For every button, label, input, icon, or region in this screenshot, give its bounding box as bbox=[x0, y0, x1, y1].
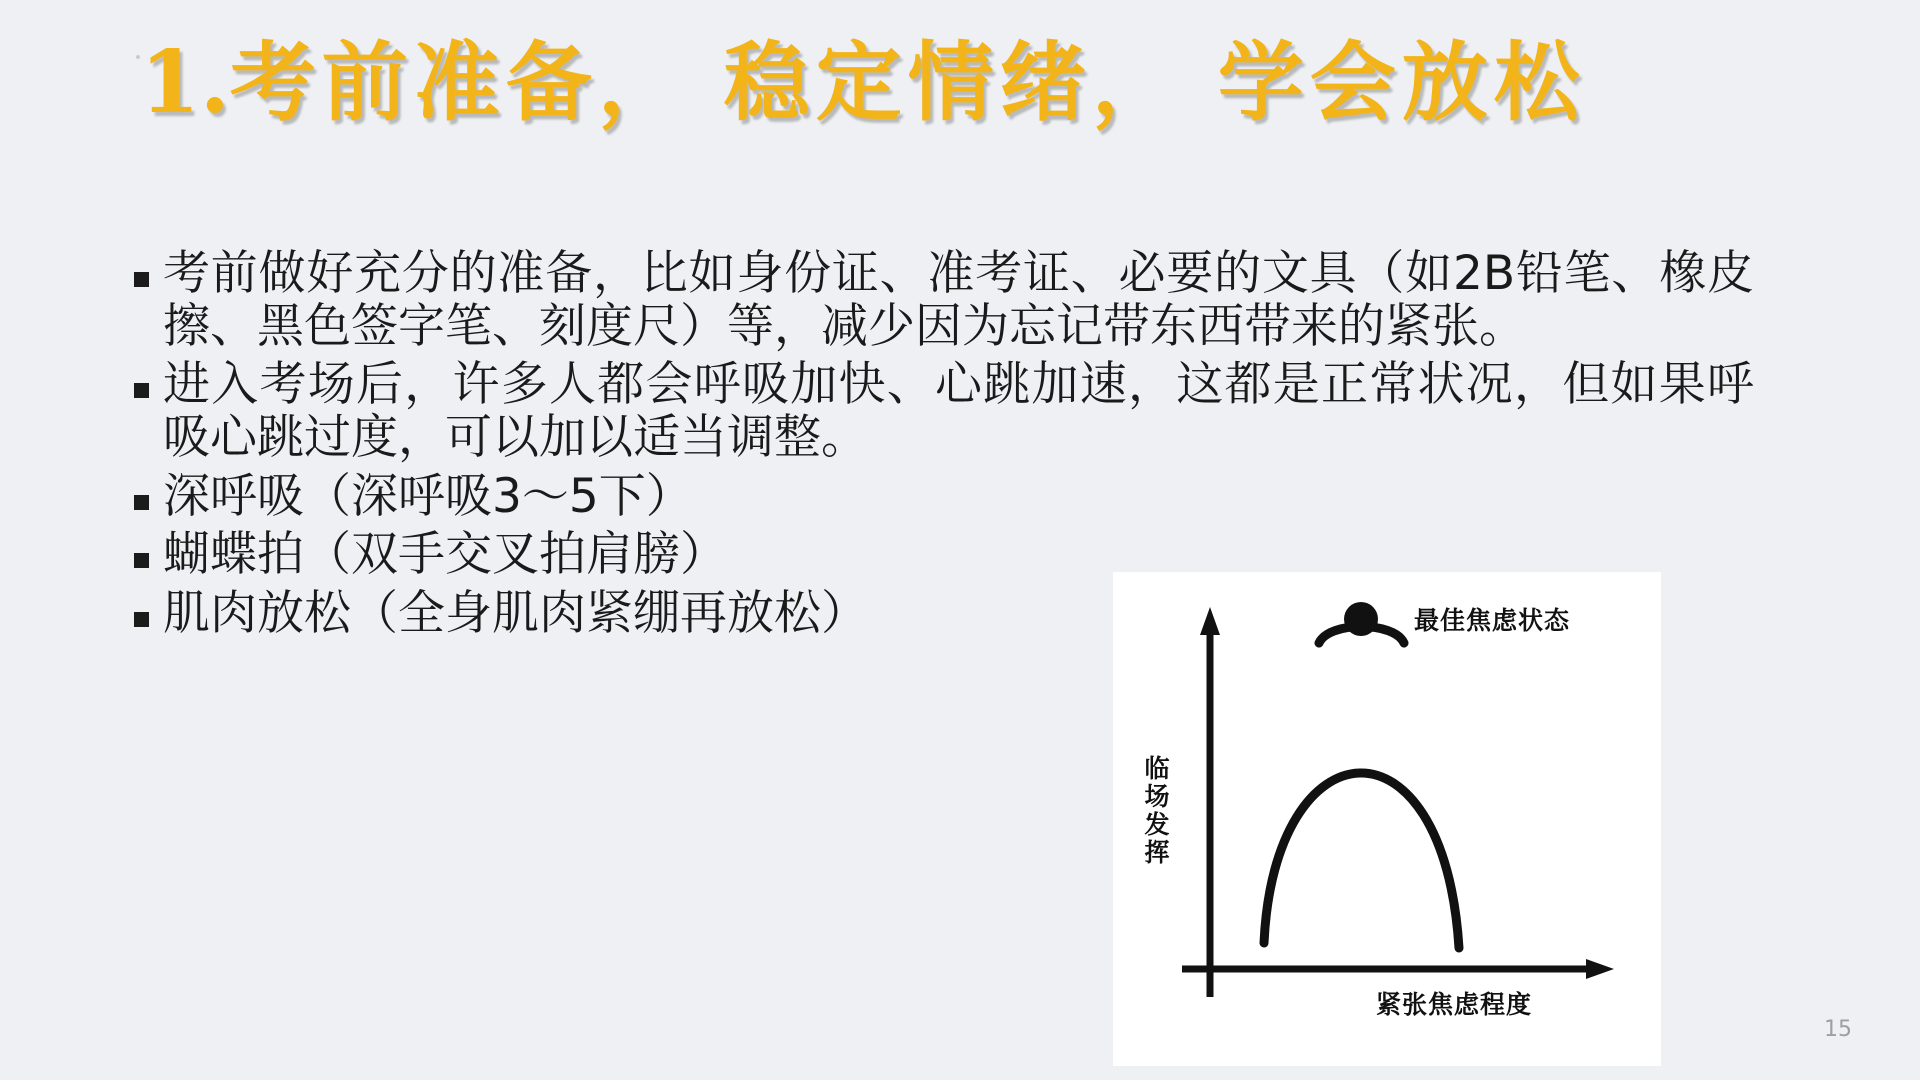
title-number: 1. bbox=[140, 32, 230, 133]
bullet-marker-icon bbox=[134, 612, 149, 627]
page-number: 15 bbox=[1824, 1017, 1852, 1042]
bullet-marker-icon bbox=[134, 272, 149, 287]
bullet-marker-icon bbox=[134, 553, 149, 568]
list-item bbox=[134, 468, 1754, 524]
bullet-marker-icon bbox=[134, 495, 149, 510]
bullet-text: 深呼吸（深呼吸3～5下） bbox=[163, 468, 693, 524]
anxiety-performance-figure bbox=[1113, 572, 1661, 1066]
bullet-text: 肌肉放松（全身肌肉紧绷再放松） bbox=[163, 585, 868, 641]
bullet-text: 进入考场后，许多人都会呼吸加快、心跳加速，这都是正常状况，但如果呼吸心跳过度，可以加以适当调整。 bbox=[163, 357, 1754, 465]
page-title bbox=[140, 34, 1840, 133]
title-part-1: 考前准备， bbox=[229, 32, 690, 133]
bullet-text: 蝴蝶拍（双手交叉拍肩膀） bbox=[163, 527, 727, 583]
bullet-marker-icon bbox=[134, 383, 149, 398]
title-part-3: 学会放松 bbox=[1217, 32, 1586, 133]
peak-label: 最佳焦虑状态 bbox=[1414, 606, 1571, 635]
x-axis-label: 紧张焦虑程度 bbox=[1376, 990, 1533, 1019]
y-axis-label: 临场发挥 bbox=[1144, 754, 1170, 867]
list-item bbox=[134, 359, 1754, 464]
bullet-text: 考前做好充分的准备，比如身份证、准考证、必要的文具（如2B铅笔、橡皮擦、黑色签字笔、刻度尺）等，减少因为忘记带东西带来的紧张。 bbox=[163, 246, 1754, 354]
title-part-2: 稳定情绪， bbox=[723, 32, 1184, 133]
list-item bbox=[134, 248, 1754, 353]
